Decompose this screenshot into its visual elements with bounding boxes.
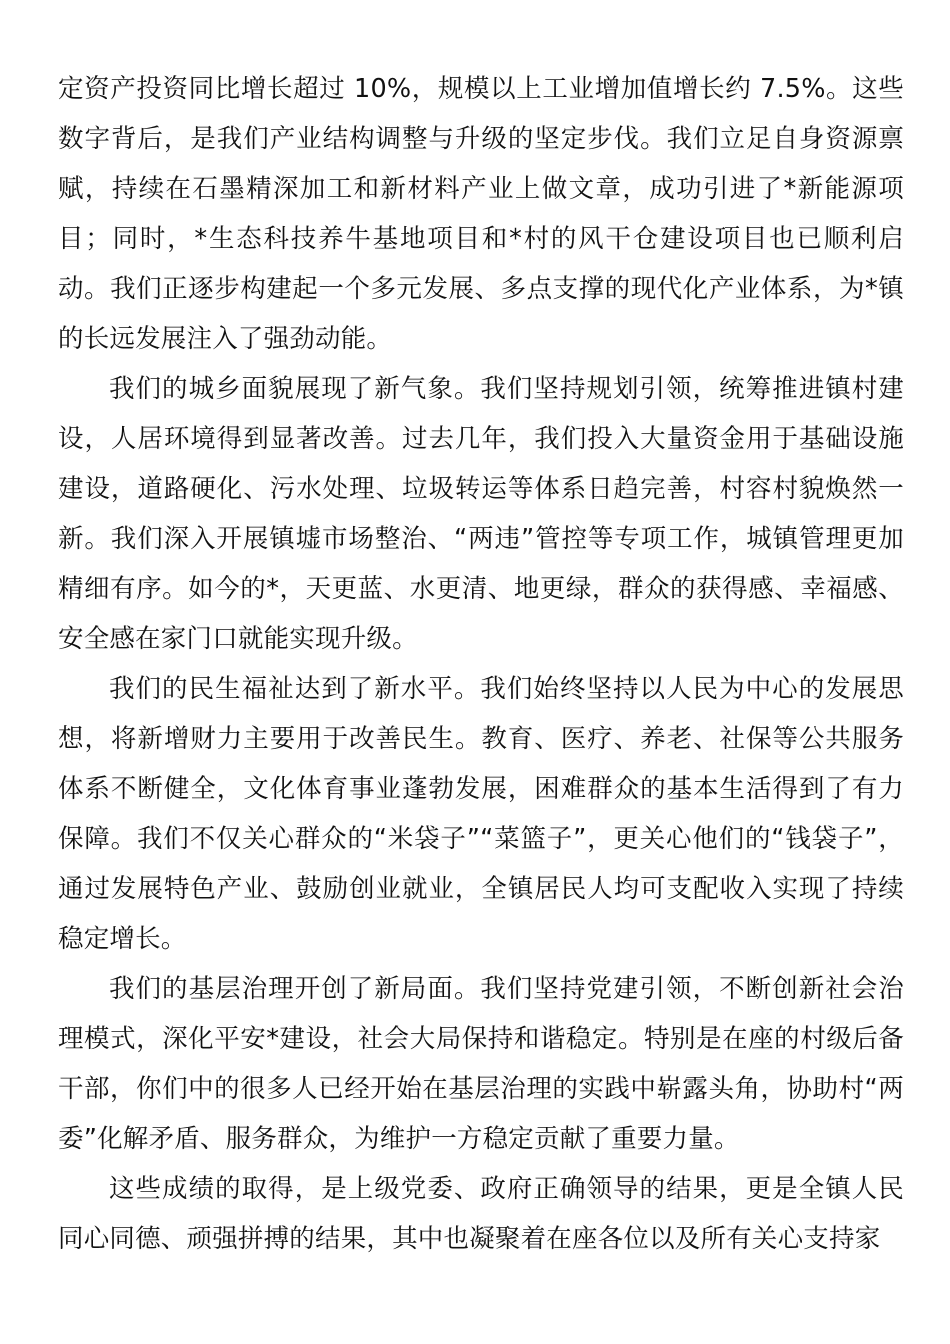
- paragraph-achievements: 这些成绩的取得，是上级党委、政府正确领导的结果，更是全镇人民同心同德、顽强拼搏的结果，其中也凝聚着在座各位以及所有关心支持家: [58, 1174, 904, 1254]
- paragraph-industry-continued: 定资产投资同比增长超过 10%，规模以上工业增加值增长约 7.5%。这些数字背后，是我们产业结构调整与升级的坚定步伐。我们立足自身资源禀赋，持续在石墨精深加工和新材料产业上做文章，成功引进了*新能源项目；同时，*生态科技养牛基地项目和*村的风干仓建设项目也已顺利启动。我们正逐步构建起一个多元发展、多点支撑的现代化产业体系，为*镇的长远发展注入了强劲动能。: [58, 74, 904, 354]
- paragraph-governance: 我们的基层治理开创了新局面。我们坚持党建引领，不断创新社会治理模式，深化平安*建设，社会大局保持和谐稳定。特别是在座的村级后备干部，你们中的很多人已经开始在基层治理的实践中崭露头角，协助村“两委”化解矛盾、服务群众，为维护一方稳定贡献了重要力量。: [58, 974, 904, 1154]
- document-body: [58, 64, 904, 1264]
- paragraph-urban-rural: 我们的城乡面貌展现了新气象。我们坚持规划引领，统筹推进镇村建设，人居环境得到显著改善。过去几年，我们投入大量资金用于基础设施建设，道路硬化、污水处理、垃圾转运等体系日趋完善，村容村貌焕然一新。我们深入开展镇墟市场整治、“两违”管控等专项工作，城镇管理更加精细有序。如今的*，天更蓝、水更清、地更绿，群众的获得感、幸福感、安全感在家门口就能实现升级。: [58, 374, 904, 654]
- paragraph-livelihood: 我们的民生福祉达到了新水平。我们始终坚持以人民为中心的发展思想，将新增财力主要用于改善民生。教育、医疗、养老、社保等公共服务体系不断健全，文化体育事业蓬勃发展，困难群众的基本生活得到了有力保障。我们不仅关心群众的“米袋子”“菜篮子”，更关心他们的“钱袋子”，通过发展特色产业、鼓励创业就业，全镇居民人均可支配收入实现了持续稳定增长。: [58, 674, 904, 954]
